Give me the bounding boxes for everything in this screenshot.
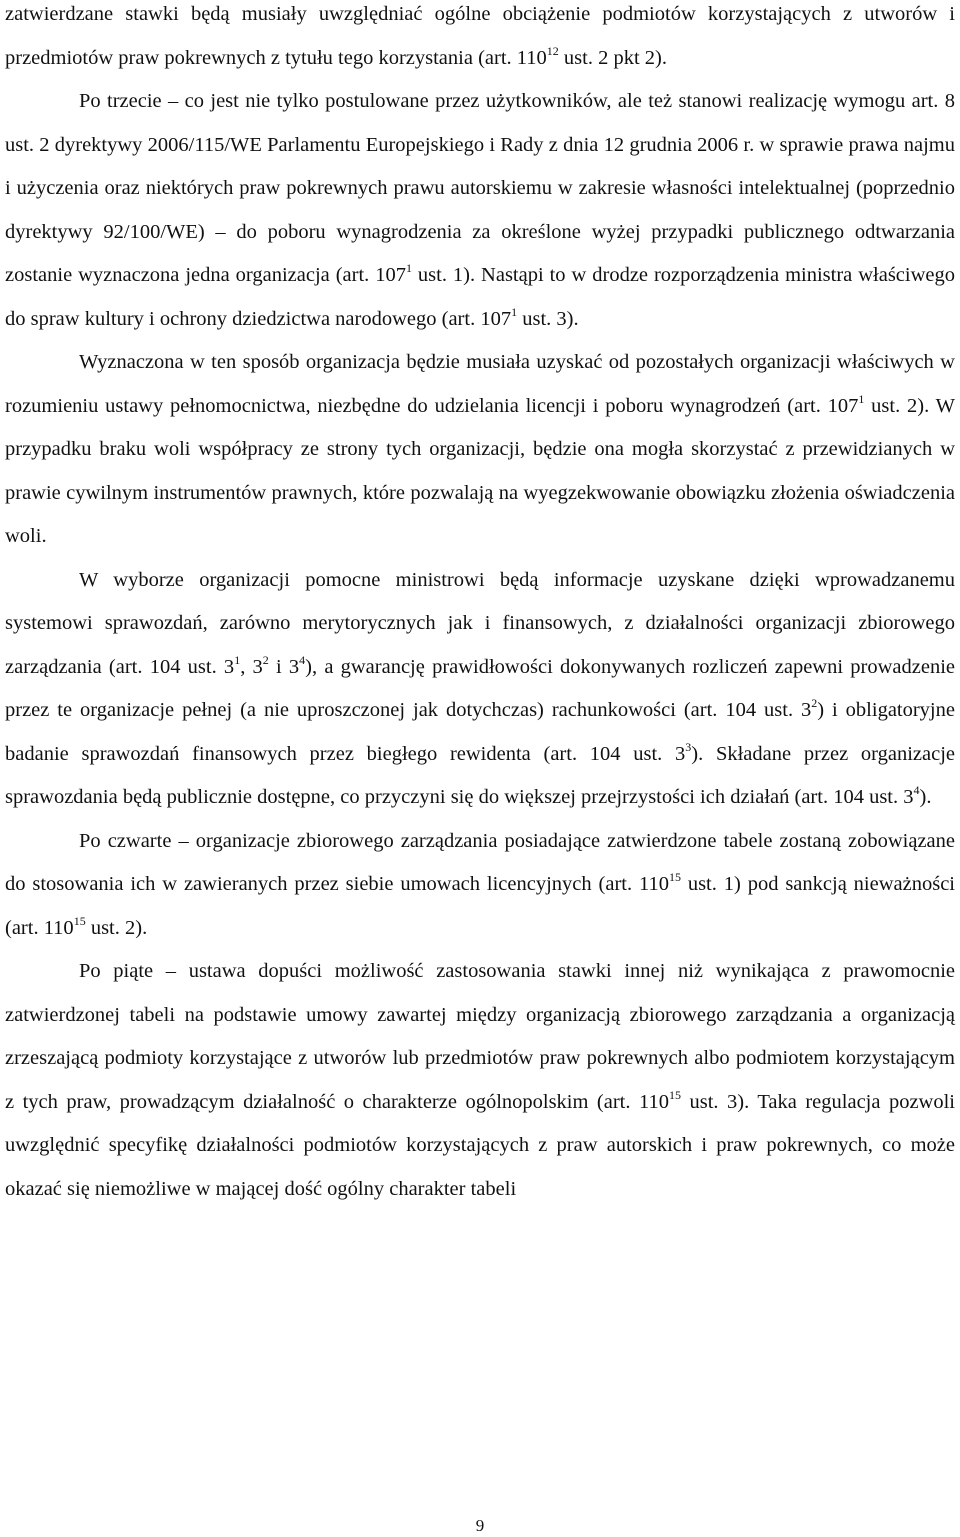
superscript-number: 1 xyxy=(511,304,518,319)
superscript-number: 12 xyxy=(546,43,559,58)
paragraph-p1 xyxy=(5,0,955,80)
text-run: W wyborze organizacji pomocne ministrowi będą informacje uzyskane dzięki wprowadzanemu systemowi sprawozdań, zarówno merytorycznych jak i finansowych, z działalności organizacji zbiorowego zarządzania (art. 104 ust. 3 xyxy=(5,568,955,678)
page-number: 9 xyxy=(475,1516,485,1535)
superscript-number: 2 xyxy=(811,696,818,710)
text-run: ), a gwarancję prawidłowości dokonywanych rozliczeń zapewni prowadzenie przez te organizacje pełnej (a nie uproszczonej jak dotychczas) rachunkowości (art. 104 ust. 3 xyxy=(5,655,955,721)
text-run: ust. 2 pkt 2). xyxy=(558,46,667,69)
paragraph-p4 xyxy=(5,559,955,820)
text-run: Wyznaczona w ten sposób organizacja będzie musiała uzyskać od pozostałych organizacji właściwych w rozumieniu ustawy pełnomocnictwa, niezbędne do udzielania licencji i poboru wynagrodzeń (art. 107 xyxy=(5,351,955,417)
superscript-number: 1 xyxy=(405,261,412,275)
text-run: ). Składane przez organizacje sprawozdania będą publicznie dostępne, co przyczyni się do większej przejrzystości ich działań (art. 104 ust. 3 xyxy=(5,742,955,808)
text-run: ust. 2). xyxy=(85,916,148,939)
superscript-number: 2 xyxy=(262,652,269,667)
text-run: ust. 2). W przypadku braku woli współpracy ze strony tych organizacji, będzie ona mogła skorzystać z przewidzianych w prawie cywilnym instrumentów prawnych, które pozwalają na wyegzekwowanie obowiązku złożenia oświadczenia woli. xyxy=(5,394,955,547)
text-run: ) i obligatoryjne badanie sprawozdań finansowych przez biegłego rewidenta (art. 104 ust. 3 xyxy=(5,699,955,765)
text-run: Po czwarte – organizacje zbiorowego zarządzania posiadające zatwierdzone tabele zostaną zobowiązane do stosowania ich w zawieranych przez siebie umowach licencyjnych (art. 110 xyxy=(5,829,955,895)
superscript-number: 15 xyxy=(668,870,681,884)
text-run: i 3 xyxy=(268,655,300,678)
superscript-number: 1 xyxy=(234,652,241,667)
text-run: Po piąte – ustawa dopuści możliwość zastosowania stawki innej niż wynikająca z prawomocnie zatwierdzonej tabeli na podstawie umowy zawartej między organizacją zbiorowego zarządzania a organizacją zrzeszającą podmioty korzystające z utworów lub przedmiotów praw pokrewnych albo podmiotem korzystającym z tych praw, prowadzącym działalność o charakterze ogólnopolskim (art. 110 xyxy=(5,960,955,1113)
text-run: ). xyxy=(919,786,932,808)
paragraph-p5 xyxy=(5,820,955,951)
paragraph-p2 xyxy=(5,80,955,341)
paragraph-p6 xyxy=(5,950,955,1211)
superscript-number: 3 xyxy=(685,739,692,754)
superscript-number: 15 xyxy=(668,1087,681,1102)
text-run: , 3 xyxy=(240,655,263,678)
superscript-number: 15 xyxy=(73,913,86,928)
text-run: Po trzecie – co jest nie tylko postulowane przez użytkowników, ale też stanowi realizację wymogu art. 8 ust. 2 dyrektywy 2006/115/WE Parlamentu Europejskiego i Rady z dnia 12 grudnia 2006 r. w sprawie prawa najmu i użyczenia oraz niektórych praw pokrewnych prawu autorskiemu w zakresie własności intelektualnej (poprzednio dyrektywy 92/100/WE) – do poboru wynagrodzenia za określone wyżej przypadki publicznego odtwarzania zostanie wyznaczona jedna organizacja (art. 107 xyxy=(5,90,955,286)
paragraph-p3 xyxy=(5,341,955,559)
document-body xyxy=(5,0,955,1211)
text-run: ust. 1). Nastąpi to w drodze rozporządzenia ministra właściwego do spraw kultury i ochrony dziedzictwa narodowego (art. 107 xyxy=(5,264,955,330)
text-run: ust. 1) pod sankcją nieważności (art. 110 xyxy=(5,873,955,939)
superscript-number: 1 xyxy=(858,391,865,406)
superscript-number: 4 xyxy=(299,652,306,667)
superscript-number: 4 xyxy=(913,783,920,797)
text-run: ust. 3). xyxy=(517,307,579,330)
text-run: zatwierdzane stawki będą musiały uwzględniać ogólne obciążenie podmiotów korzystających z utworów i przedmiotów praw pokrewnych z tytułu tego korzystania (art. 110 xyxy=(5,3,955,69)
text-run: ust. 3). Taka regulacja pozwoli uwzględnić specyfikę działalności podmiotów korzystających z praw autorskich i praw pokrewnych, co może okazać się niemożliwe w mającej dość ogólny charakter tabeli xyxy=(5,1090,955,1200)
